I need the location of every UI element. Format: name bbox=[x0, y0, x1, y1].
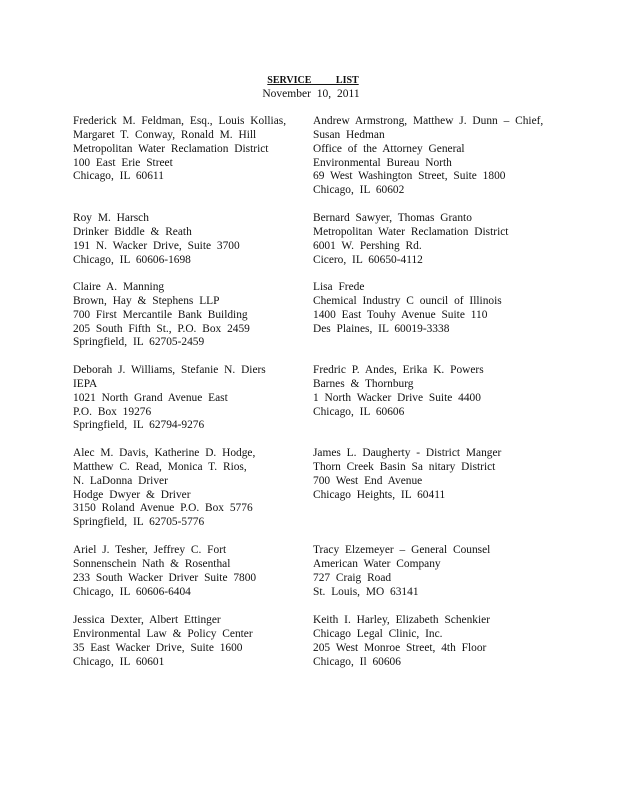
entry-line: Claire A. Manning bbox=[73, 281, 165, 293]
entry-line: Susan Hedman bbox=[313, 128, 385, 141]
entry-line: Jessica Dexter, Albert Ettinger bbox=[73, 614, 221, 626]
service-entry bbox=[73, 115, 293, 184]
service-entry bbox=[313, 212, 578, 267]
service-entry bbox=[73, 544, 293, 599]
entry-line: Office of the Attorney General bbox=[313, 142, 465, 155]
entry-line: Lisa Frede bbox=[313, 281, 365, 293]
entry-line: Ariel J. Tesher, Jeffrey C. Fort bbox=[73, 544, 227, 556]
entry-line: Thorn Creek Basin Sa nitary District bbox=[313, 460, 496, 473]
entry-line: Chicago Legal Clinic, Inc. bbox=[313, 627, 443, 640]
entry-line: Fredric P. Andes, Erika K. Powers bbox=[313, 364, 484, 376]
service-entry bbox=[313, 544, 578, 599]
entry-line: 700 First Mercantile Bank Building bbox=[73, 308, 248, 321]
entry-line: 205 West Monroe Street, 4th Floor bbox=[313, 641, 487, 654]
entry-line: 6001 W. Pershing Rd. bbox=[313, 239, 422, 252]
entry-line: Drinker Biddle & Reath bbox=[73, 225, 192, 238]
entry-line: Chicago, IL 60606-1698 bbox=[73, 253, 191, 266]
service-entry bbox=[313, 281, 578, 336]
entry-line: Keith I. Harley, Elizabeth Schenkier bbox=[313, 614, 490, 626]
entry-line: Hodge Dwyer & Driver bbox=[73, 488, 191, 501]
service-entry bbox=[313, 447, 578, 502]
entry-line: Deborah J. Williams, Stefanie N. Diers bbox=[73, 364, 266, 376]
entry-line: Alec M. Davis, Katherine D. Hodge, bbox=[73, 447, 256, 459]
entry-line: 205 South Fifth St., P.O. Box 2459 bbox=[73, 322, 250, 335]
entry-line: Chicago Heights, IL 60411 bbox=[313, 488, 446, 501]
entry-line: Chicago, IL 60602 bbox=[313, 184, 405, 197]
entry-line: 35 East Wacker Drive, Suite 1600 bbox=[73, 641, 243, 654]
entry-line: 233 South Wacker Driver Suite 7800 bbox=[73, 571, 257, 584]
entry-line: Chicago, Il 60606 bbox=[313, 655, 401, 668]
entry-line: 1 North Wacker Drive Suite 4400 bbox=[313, 391, 481, 404]
entry-line: IEPA bbox=[73, 377, 98, 390]
entry-line: 1021 North Grand Avenue East bbox=[73, 391, 228, 404]
entry-line: Cicero, IL 60650-4112 bbox=[313, 253, 423, 266]
entry-line: Roy M. Harsch bbox=[73, 212, 149, 224]
entry-line: 727 Craig Road bbox=[313, 571, 392, 584]
entry-line: Environmental Law & Policy Center bbox=[73, 627, 253, 640]
entry-line: American Water Company bbox=[313, 557, 441, 570]
service-entry bbox=[313, 614, 578, 669]
entry-line: Barnes & Thornburg bbox=[313, 377, 414, 390]
entry-line: 191 N. Wacker Drive, Suite 3700 bbox=[73, 239, 240, 252]
entry-line: Chemical Industry C ouncil of Illinois bbox=[313, 294, 502, 307]
entry-line: Environmental Bureau North bbox=[313, 156, 452, 169]
service-entry bbox=[73, 281, 293, 350]
entry-line: Tracy Elzemeyer – General Counsel bbox=[313, 544, 491, 556]
document-header bbox=[0, 74, 618, 101]
entry-line: 69 West Washington Street, Suite 1800 bbox=[313, 170, 506, 183]
entry-line: N. LaDonna Driver bbox=[73, 474, 168, 487]
entry-line: Frederick M. Feldman, Esq., Louis Kollias, bbox=[73, 115, 287, 127]
entry-line: Des Plaines, IL 60019-3338 bbox=[313, 322, 450, 335]
entry-line: Metropolitan Water Reclamation District bbox=[313, 225, 509, 238]
entry-line: P.O. Box 19276 bbox=[73, 405, 152, 418]
entry-line: Chicago, IL 60606-6404 bbox=[73, 585, 191, 598]
entry-line: Matthew C. Read, Monica T. Rios, bbox=[73, 460, 247, 473]
entry-line: 3150 Roland Avenue P.O. Box 5776 bbox=[73, 502, 253, 515]
service-entry bbox=[73, 447, 293, 530]
entry-line: Metropolitan Water Reclamation District bbox=[73, 142, 269, 155]
service-entry bbox=[73, 614, 293, 669]
service-entry bbox=[73, 212, 293, 267]
entry-line: James L. Daugherty - District Manger bbox=[313, 447, 502, 459]
entry-line: Margaret T. Conway, Ronald M. Hill bbox=[73, 128, 257, 141]
entry-line: Sonnenschein Nath & Rosenthal bbox=[73, 557, 231, 570]
document-date: November 10, 2011 bbox=[262, 88, 360, 100]
service-entry bbox=[313, 115, 578, 198]
service-entry bbox=[313, 364, 578, 419]
entry-line: Chicago, IL 60601 bbox=[73, 655, 165, 668]
entry-line: 700 West End Avenue bbox=[313, 474, 423, 487]
entry-line: Chicago, IL 60606 bbox=[313, 405, 405, 418]
entry-line: Springfield, IL 62705-2459 bbox=[73, 336, 205, 349]
entry-line: 1400 East Touhy Avenue Suite 110 bbox=[313, 308, 488, 321]
entry-line: 100 East Erie Street bbox=[73, 156, 173, 169]
service-entry bbox=[73, 364, 293, 433]
entry-line: Andrew Armstrong, Matthew J. Dunn – Chief, bbox=[313, 115, 544, 127]
entry-line: Springfield, IL 62794-9276 bbox=[73, 419, 205, 432]
entry-line: St. Louis, MO 63141 bbox=[313, 585, 419, 598]
entry-line: Chicago, IL 60611 bbox=[73, 170, 164, 183]
entry-line: Bernard Sawyer, Thomas Granto bbox=[313, 212, 472, 224]
document-title: SERVICE LIST bbox=[267, 75, 359, 86]
entry-line: Springfield, IL 62705-5776 bbox=[73, 516, 205, 529]
entry-line: Brown, Hay & Stephens LLP bbox=[73, 294, 220, 307]
